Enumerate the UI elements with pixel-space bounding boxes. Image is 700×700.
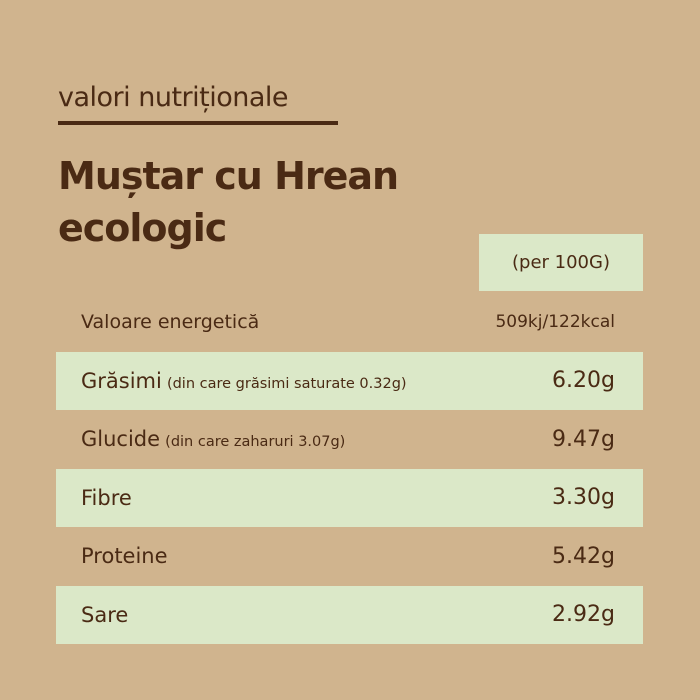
nutrient-note: (din care grăsimi saturate 0.32g) [166, 375, 407, 392]
nutrient-label: Grăsimi [81, 368, 162, 393]
product-title [58, 150, 478, 254]
nutrient-label: Proteine [81, 544, 168, 569]
nutrition-row-fat [56, 352, 643, 411]
nutrition-row-name [81, 311, 259, 333]
nutrient-note: (din care zaharuri 3.07g) [165, 434, 346, 451]
nutrient-label: Glucide [81, 427, 161, 452]
nutrient-label: Fibre [81, 485, 132, 510]
section-underline [58, 121, 338, 125]
nutrient-value: 5.42g [552, 543, 615, 569]
nutrition-row-protein [56, 527, 643, 586]
nutrient-value: 6.20g [552, 368, 615, 394]
per-100g-label: (per 100G) [512, 252, 610, 273]
nutrition-row-energy [56, 293, 643, 352]
section-label: valori nutriționale [58, 82, 289, 113]
per-100g-header [479, 234, 643, 291]
nutrition-row-fibre [56, 469, 643, 528]
nutrient-label: Sare [81, 602, 129, 627]
nutrient-value: 509kj/122kcal [495, 312, 615, 333]
nutrition-row-name [81, 544, 168, 568]
nutrition-row-name [81, 486, 132, 510]
nutrition-row-name [81, 427, 345, 451]
nutrient-value: 3.30g [552, 485, 615, 511]
nutrition-row-name [81, 603, 128, 627]
nutrition-row-name [81, 369, 407, 393]
product-title-line-1: Muștar cu Hrean [58, 154, 399, 198]
nutrition-table [56, 293, 643, 644]
nutrient-value: 9.47g [552, 426, 615, 452]
nutrition-row-salt [56, 586, 643, 645]
nutrient-label: Valoare energetică [81, 311, 260, 334]
nutrition-row-carbs [56, 410, 643, 469]
product-title-line-2: ecologic [58, 206, 227, 250]
nutrient-value: 2.92g [552, 602, 615, 628]
